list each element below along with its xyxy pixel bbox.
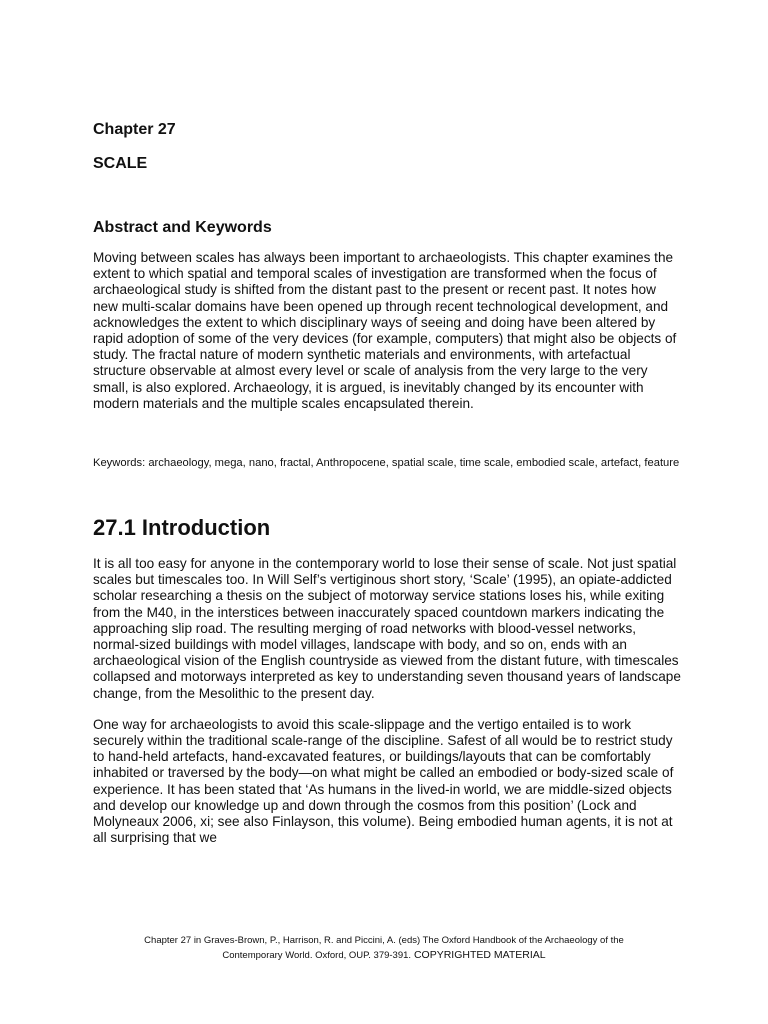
copyright-notice: COPYRIGHTED MATERIAL	[411, 949, 546, 961]
keywords: Keywords: archaeology, mega, nano, fractal, Anthropocene, spatial scale, time scale, embodied scale, artefact, feature	[93, 457, 680, 470]
page-footer	[0, 934, 768, 963]
footer-citation-line-1: Chapter 27 in Graves-Brown, P., Harrison, R. and Piccini, A. (eds) The Oxford Handbook of the Archaeology of the	[144, 935, 624, 946]
abstract-text: Moving between scales has always been important to archaeologists. This chapter examines the extent to which spatial and temporal scales of investigation are transformed when the focus of archaeological study is shifted from the distant past to the present or recent past. It notes how new multi-scalar domains have been opened up through recent technological development, and acknowledges the extent to which disciplinary ways of seeing and doing have been altered by rapid adoption of some of the very devices (for example, computers) that might also be objects of study. The fractal nature of modern synthetic materials and environments, with artefactual structure observable at almost every level or scale of analysis from the very large to the very small, is also explored. Archaeology, it is argued, is inevitably changed by its encounter with modern materials and the multiple scales encapsulated therein.	[93, 250, 677, 411]
abstract-heading: Abstract and Keywords	[93, 219, 272, 236]
chapter-title: SCALE	[93, 155, 148, 172]
introduction-paragraph: One way for archaeologists to avoid this scale-slippage and the vertigo entailed is to work securely within the traditional scale-range of the discipline. Safest of all would be to restrict study to hand-held artefacts, hand-excavated features, or buildings/layouts that can be comfortably inhabited or traversed by the body—on what might be called an embodied or body-sized scale of experience. It has been stated that ‘As humans in the lived-in world, we are middle-sized objects and develop our knowledge up and down through the cosmos from this position’ (Lock and Molyneaux 2006, xi; see also Finlayson, this volume). Being embodied human agents, it is not at all surprising that we	[93, 716, 674, 846]
introduction-paragraph: It is all too easy for anyone in the contemporary world to lose their sense of scale. Not just spatial scales but timescales too. In Will Self’s vertiginous short story, ‘Scale’ (1995), an opiate-addicted scholar researching a thesis on the subject of motorway service stations loses his, while exiting from the M40, in the interstices between inaccurately spaced countdown markers indicating the approaching slip road. The resulting merging of road networks with blood-vessel networks, normal-sized buildings with model villages, landscape with body, and so on, ends with an archaeological vision of the English countryside as viewed from the distant future, with timescales collapsed and motorways interpreted as key to understanding seven thousand years of landscape change, from the Mesolithic to the present day.	[93, 556, 681, 701]
footer-citation-line-2	[0, 948, 768, 963]
chapter-label: Chapter 27	[93, 121, 176, 138]
footer-citation-text: Contemporary World. Oxford, OUP. 379-391.	[222, 950, 412, 961]
document-page	[93, 118, 683, 846]
section-heading-introduction: 27.1 Introduction	[93, 515, 271, 541]
